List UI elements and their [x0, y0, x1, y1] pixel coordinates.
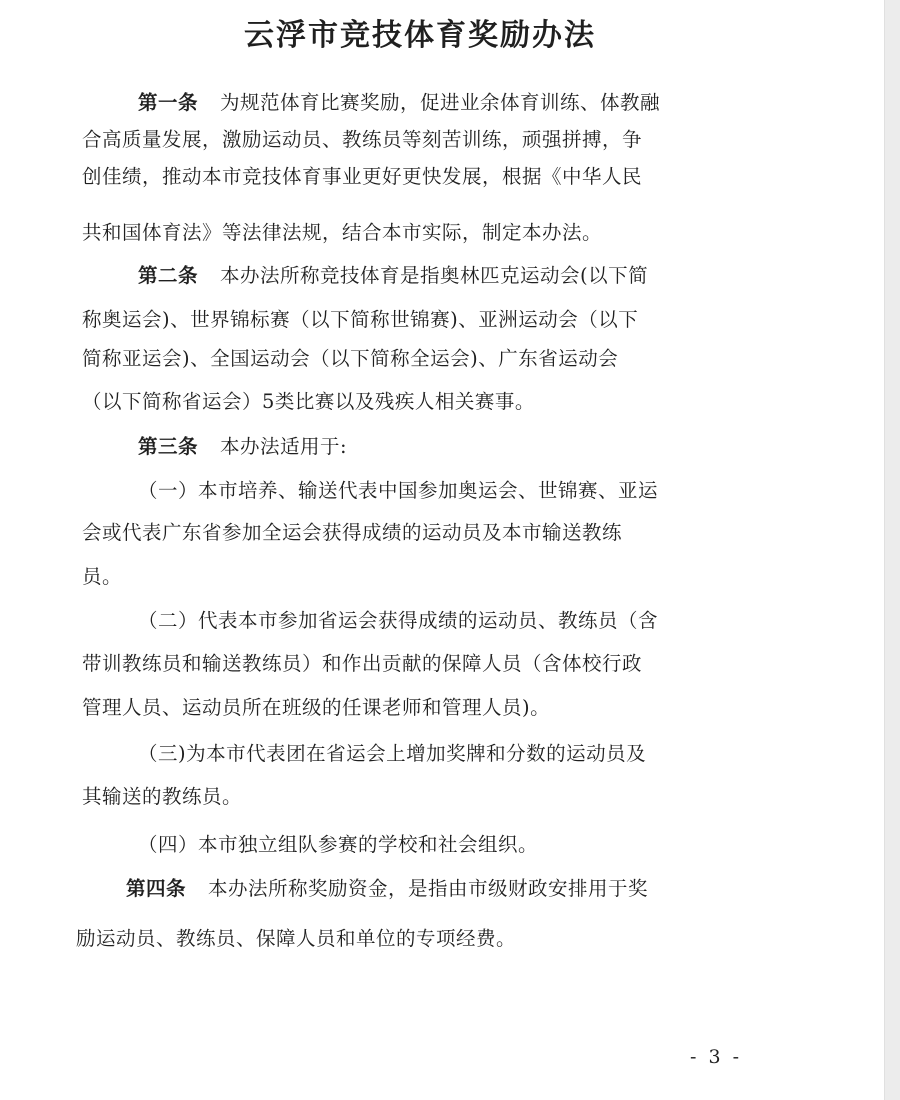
article-1-line-1: [138, 88, 660, 118]
article-4-line-2: 励运动员、教练员、保障人员和单位的专项经费。: [76, 927, 517, 950]
article-1-line-3: 创佳绩，推动本市竞技体育事业更好更快发展，根据《中华人民: [82, 165, 643, 188]
scrollbar-track[interactable]: [884, 0, 900, 1100]
article-3-item-1-line-1: （一）本市培养、输送代表中国参加奥运会、世锦赛、亚运: [138, 479, 659, 502]
article-3-item-2-line-2: 带训教练员和输送教练员）和作出贡献的保障人员（含体校行政: [82, 652, 643, 675]
article-1-text-1: 为规范体育比赛奖励，促进业余体育训练、体教融: [220, 91, 661, 114]
article-2-label: 第二条: [138, 264, 199, 287]
article-3-label: 第三条: [138, 435, 199, 458]
article-4-label: 第四条: [126, 877, 187, 900]
article-3-item-3-line-2: 其输送的教练员。: [82, 785, 243, 808]
article-1-line-4: 共和国体育法》等法律法规，结合本市实际，制定本办法。: [82, 221, 603, 244]
article-3-item-1-line-3: 员。: [82, 565, 123, 588]
page-number: - 3 -: [690, 1046, 743, 1068]
article-1-label: 第一条: [138, 91, 199, 114]
article-4-text-1: 本办法所称奖励资金，是指由市级财政安排用于奖: [208, 877, 649, 900]
article-1-line-2: 合高质量发展，激励运动员、教练员等刻苦训练，顽强拼搏，争: [82, 128, 643, 151]
article-2-text-1: 本办法所称竞技体育是指奥林匹克运动会(以下简: [220, 264, 649, 287]
article-2-line-1: [138, 261, 648, 291]
article-2-line-2: 称奥运会)、世界锦标赛（以下简称世锦赛)、亚洲运动会（以下: [82, 308, 639, 331]
article-3-item-3-line-1: （三)为本市代表团在省运会上增加奖牌和分数的运动员及: [138, 742, 647, 765]
document-title: 云浮市竞技体育奖励办法: [244, 18, 596, 53]
article-3-item-4-line-1: （四）本市独立组队参赛的学校和社会组织。: [138, 833, 539, 856]
article-3-item-2-line-1: （二）代表本市参加省运会获得成绩的运动员、教练员（含: [138, 609, 659, 632]
article-3-line-1: [138, 432, 347, 462]
article-3-item-2-line-3: 管理人员、运动员所在班级的任课老师和管理人员)。: [82, 696, 551, 719]
article-3-intro: 本办法适用于:: [220, 435, 348, 458]
article-2-line-3: 简称亚运会)、全国运动会（以下简称全运会)、广东省运动会: [82, 347, 619, 370]
article-2-line-4: （以下简称省运会）5类比赛以及残疾人相关赛事。: [82, 390, 535, 413]
article-4-line-1: [126, 874, 648, 904]
article-3-item-1-line-2: 会或代表广东省参加全运会获得成绩的运动员及本市输送教练: [82, 521, 623, 544]
